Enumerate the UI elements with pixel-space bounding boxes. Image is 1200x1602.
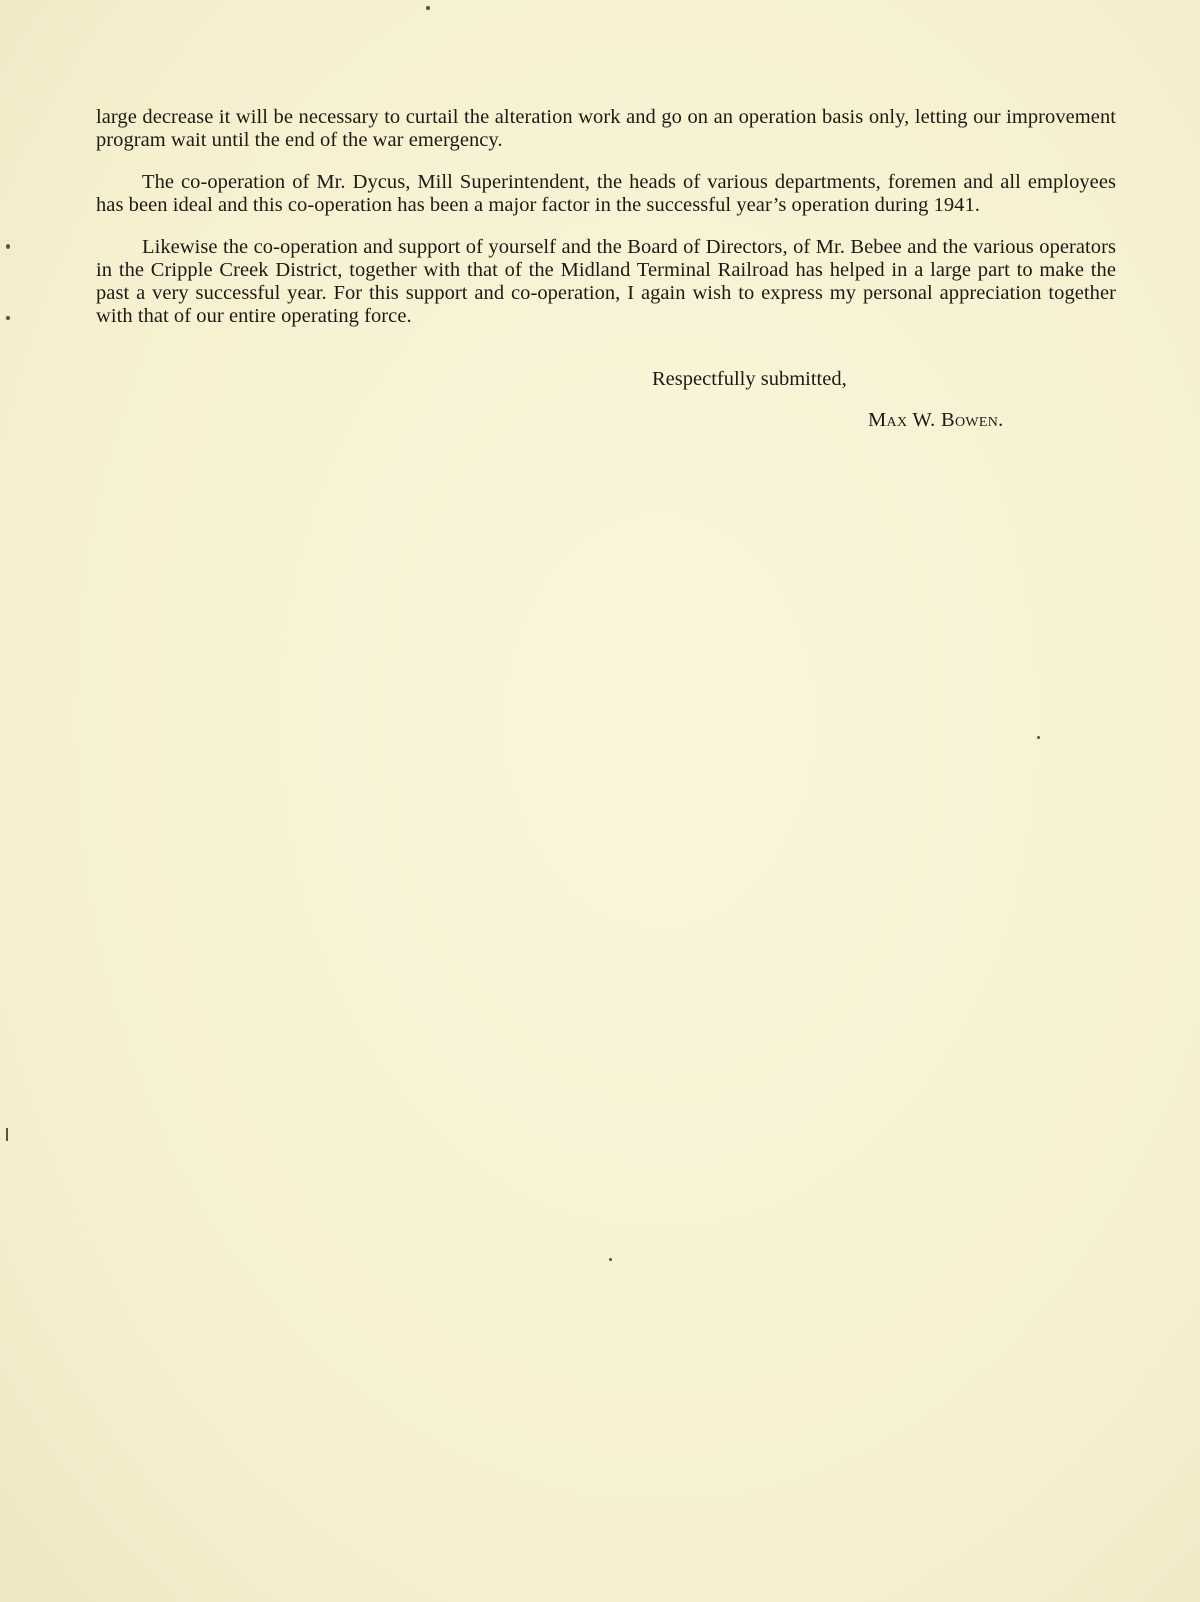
- ink-speck: [426, 6, 430, 10]
- ink-speck: [1037, 736, 1040, 739]
- page-edge-mark: [6, 1128, 8, 1141]
- document-body: [96, 106, 1116, 347]
- ink-speck: [609, 1258, 612, 1261]
- paragraph-2: The co-operation of Mr. Dycus, Mill Superintendent, the heads of various departments, foremen and all employees has been ideal and this co-operation has been a major factor in the successful year’s operation during 1941.: [96, 171, 1116, 216]
- ink-speck: [6, 244, 10, 249]
- ink-speck: [6, 316, 10, 320]
- paragraph-1: large decrease it will be necessary to curtail the alteration work and go on an operation basis only, letting our improvement program wait until the end of the war emergency.: [96, 106, 1116, 151]
- paragraph-3: Likewise the co-operation and support of yourself and the Board of Directors, of Mr. Bebee and the various operators in the Cripple Creek District, together with that of the Midland Terminal Railroad has helped in a large part to make the past a very successful year. For this support and co-operation, I again wish to express my personal appreciation together with that of our entire operating force.: [96, 236, 1116, 327]
- signature: Max W. Bowen.: [868, 409, 1004, 431]
- closing-line: Respectfully submitted,: [652, 368, 847, 390]
